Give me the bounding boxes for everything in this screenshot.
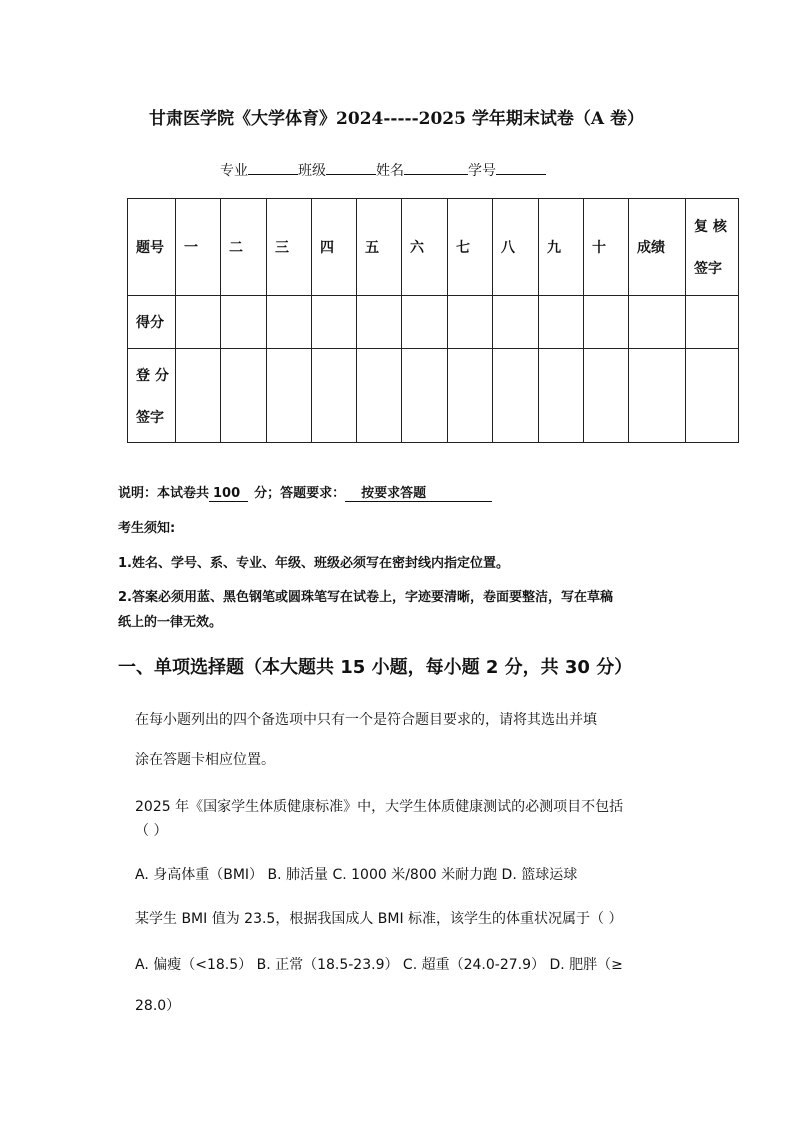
score-table (127, 198, 739, 443)
question-stem: 某学生 BMI 值为 23.5，根据我国成人 BMI 标准，该学生的体重状况属于（ ） (135, 911, 623, 927)
section-intro: 涂在答题卡相应位置。 (135, 752, 275, 768)
cell-text: 签字 (694, 261, 722, 277)
question-stem: 2025 年《国家学生体质健康标准》中，大学生体质健康测试的必测项目不包括 (135, 799, 624, 815)
id-field[interactable] (496, 160, 546, 175)
question-stem: （ ） (135, 823, 168, 839)
table-cell: 三 (267, 199, 312, 296)
section-heading: 一、单项选择题（本大题共 15 小题，每小题 2 分，共 30 分） (118, 657, 633, 678)
cell-text: 登 分 (136, 367, 169, 384)
table-cell (686, 199, 739, 296)
class-field[interactable] (326, 160, 376, 175)
table-cell: 成绩 (629, 199, 686, 296)
table-cell: 五 (357, 199, 402, 296)
table-cell: 九 (539, 199, 584, 296)
notice-rule: 2.答案必须用蓝、黑色钢笔或圆珠笔写在试卷上，字迹要清晰，卷面要整洁，写在草稿 (118, 590, 613, 605)
table-row (128, 349, 739, 443)
major-field[interactable] (248, 160, 298, 175)
question-options: A. 身高体重（BMI） B. 肺活量 C. 1000 米/800 米耐力跑 D. 篮球运球 (135, 867, 578, 883)
table-cell: 四 (312, 199, 357, 296)
total-score: 100 (209, 486, 248, 502)
table-cell: 十 (584, 199, 629, 296)
exam-title: 甘肃医学院《大学体育》2024-----2025 学年期末试卷（A 卷） (149, 109, 644, 129)
table-cell: 题号 (128, 199, 176, 296)
major-label: 专业 (220, 163, 248, 179)
question-options: 28.0） (135, 998, 181, 1014)
table-cell: 八 (493, 199, 539, 296)
class-label: 班级 (298, 163, 326, 179)
table-row (128, 199, 739, 296)
table-cell: 七 (448, 199, 493, 296)
table-cell (128, 349, 176, 443)
answer-requirement: 按要求答题 (345, 486, 492, 502)
name-field[interactable] (404, 160, 468, 175)
notice-title: 考生须知: (118, 521, 176, 536)
id-label: 学号 (468, 163, 496, 179)
name-label: 姓名 (376, 163, 404, 179)
table-cell: 二 (221, 199, 267, 296)
table-row (128, 296, 739, 349)
table-cell: 得分 (128, 296, 176, 349)
notice-rule: 1.姓名、学号、系、专业、年级、班级必须写在密封线内指定位置。 (118, 556, 509, 571)
exam-description (118, 482, 492, 501)
desc-text: 分；答题要求： (254, 486, 346, 501)
notice-rule: 纸上的一律无效。 (118, 615, 223, 630)
question-options: A. 偏瘦（<18.5） B. 正常（18.5-23.9） C. 超重（24.0-27.9） D. 肥胖（≥ (135, 957, 623, 973)
student-info-line (220, 160, 546, 180)
table-cell: 六 (402, 199, 448, 296)
section-intro: 在每小题列出的四个备选项中只有一个是符合题目要求的，请将其选出并填 (135, 712, 597, 728)
desc-text: 说明：本试卷共 (118, 486, 210, 501)
cell-text: 签字 (136, 409, 164, 426)
cell-text: 复 核 (694, 219, 727, 235)
table-cell: 一 (176, 199, 221, 296)
